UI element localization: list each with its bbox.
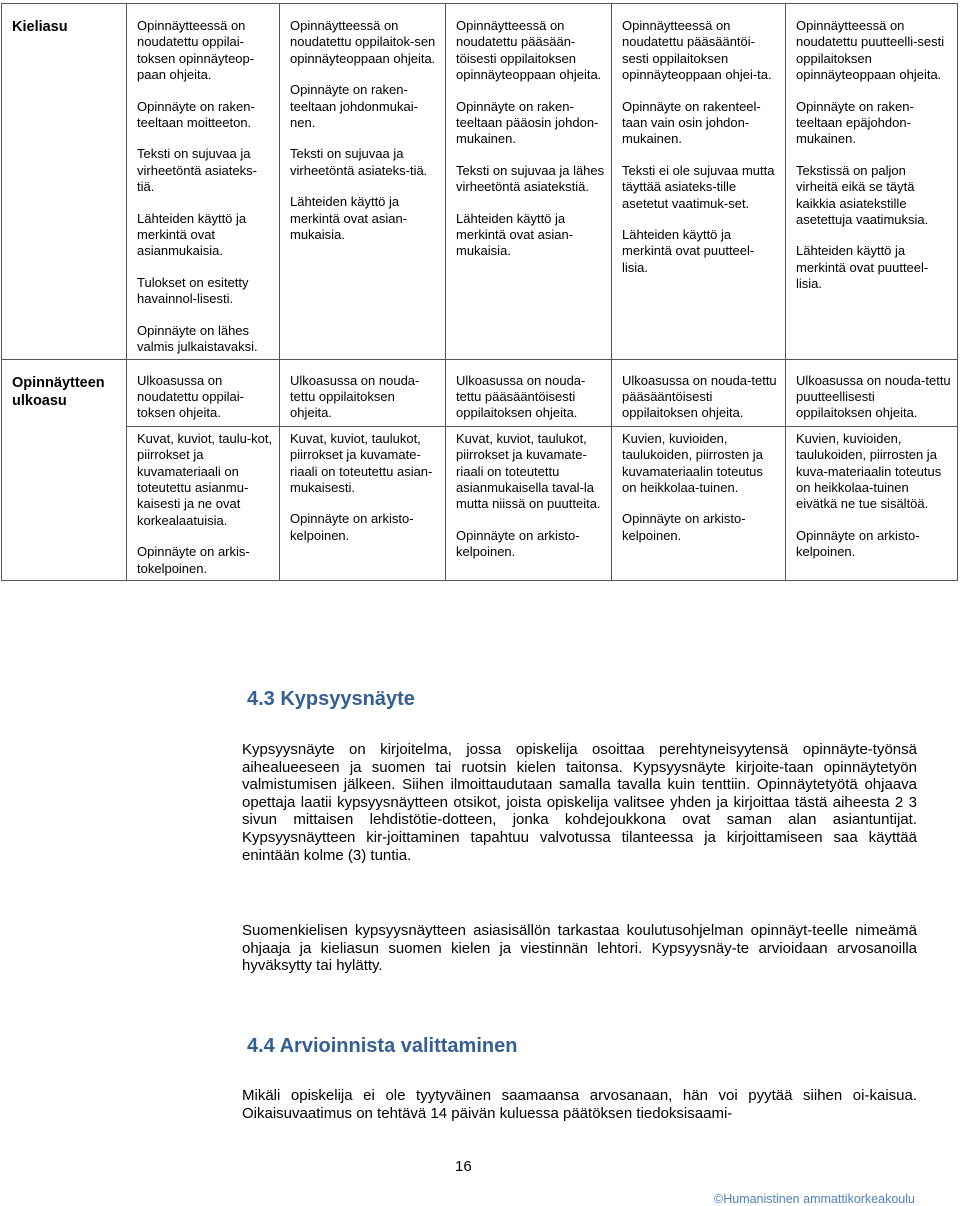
cell-paragraph: Teksti on sujuvaa ja virheetöntä asiateks-tiä. <box>137 146 257 195</box>
cell-paragraph: Opinnäyte on arkisto-kelpoinen. <box>456 527 580 560</box>
cell-paragraph: Lähteiden käyttö ja merkintä ovat puutteel-lisia. <box>796 243 929 292</box>
cell-paragraph: Opinnäytteessä on noudatettu puutteelli-sesti oppilaitoksen opinnäyteoppaan ohjeita. <box>796 18 945 83</box>
cell-paragraph: Teksti ei ole sujuvaa mutta täyttää asiateks-tille asetetut vaatimuk-set. <box>622 162 775 211</box>
cell-paragraph: Lähteiden käyttö ja merkintä ovat puutteel-lisia. <box>622 227 755 275</box>
cell-paragraph: Lähteiden käyttö ja merkintä ovat asian-mukaisia. <box>290 194 408 243</box>
cell-paragraph: Ulkoasussa on nouda-tettu pääsääntöisesti oppilaitoksen ohjeita. <box>456 372 586 421</box>
cell-ulkoasu-grade-5 <box>127 359 280 426</box>
cell-paragraph: Opinnäyte on raken-teeltaan johdonmukai-nen. <box>290 82 418 131</box>
cell-paragraph: Opinnäyte on arkis-tokelpoinen. <box>137 544 250 576</box>
cell-paragraph: Opinnäytteessä on noudatettu oppilaitok-sen opinnäyteoppaan ohjeita. <box>290 18 436 66</box>
cell-kuvat-grade-5 <box>127 426 280 580</box>
cell-paragraph: Tulokset on esitetty havainnol-lisesti. <box>137 274 249 307</box>
table-row-kuvat <box>2 426 958 580</box>
section-heading-4-3: 4.3 Kypsyysnäyte <box>247 688 415 710</box>
body-paragraph: Kypsyysnäyte on kirjoitelma, jossa opiskelija osoittaa perehtyneisyytensä opinnäyte-työnsä aihealueeseen ja suomen tai ruotsin kielen taitonsa. Kypsyysnäyte kirjoite-taan opinnäytetyön valmistumisen jälkeen. Siihen ilmoittaudutaan samalla tavalla kuin tenttiin. Opinnäytetyötä ohjaava opettaja laatii kypsyysnäytteen otsikot, joista opiskelija valitsee yhden ja kirjoittaa tästä aiheesta 2 3 sivun mittaisen lehdistötie-dotteen, jonka kohdejoukkona ovat saman alan asiantuntijat. Kypsyysnäytteen kir-joittaminen tapahtuu valvotussa tilanteessa ja kirjoittamiseen saa käyttää enintään kolme (3) tuntia. <box>242 741 917 864</box>
table-row-ulkoasu <box>2 359 958 426</box>
cell-paragraph: Kuvien, kuvioiden, taulukoiden, piirrosten ja kuvamateriaalin toteutus on heikkolaa-tuinen. <box>622 430 763 495</box>
cell-paragraph: Opinnäyte on lähes valmis julkaistavaksi. <box>137 322 258 355</box>
cell-ulkoasu-grade-1 <box>786 359 958 426</box>
cell-paragraph: Opinnäytteessä on noudatettu pääsään-töisesti oppilaitoksen opinnäyteoppaan ohjeita. <box>456 18 602 83</box>
cell-kuvat-grade-2 <box>612 426 786 580</box>
cell-paragraph: Kuvat, kuviot, taulu-kot, piirrokset ja kuvamateriaali on toteutettu asianmu-kaisesti ja ne ovat korkealaatuisia. <box>137 430 273 528</box>
body-paragraph: Suomenkielisen kypsyysnäytteen asiasisällön tarkastaa koulutusohjelman opinnäyt-teelle nimeämä ohjaaja ja kieliasun suomen kielen ja viestinnän lehtori. Kypsyysnäy-te arvioidaan arvosanoilla hyväksytty tai hylätty. <box>242 922 917 975</box>
assessment-table <box>1 3 958 581</box>
cell-paragraph: Kuvat, kuviot, taulukot, piirrokset ja kuvamate-riaali on toteutettu asian-mukaisesti. <box>290 430 433 495</box>
cell-ulkoasu-grade-2 <box>612 359 786 426</box>
cell-paragraph: Teksti on sujuvaa ja lähes virheetöntä asiatekstiä. <box>456 162 605 195</box>
cell-paragraph: Lähteiden käyttö ja merkintä ovat asian-mukaisia. <box>456 210 574 259</box>
cell-paragraph: Opinnäyte on raken-teeltaan epäjohdon-mukainen. <box>796 98 914 147</box>
footer-copyright: ©Humanistinen ammattikorkeakoulu <box>714 1192 915 1206</box>
cell-paragraph: Opinnäytteessä on noudatettu oppilai-toksen opinnäyteop-paan ohjeita. <box>137 18 255 83</box>
cell-paragraph: Opinnäyte on raken-teeltaan pääosin johdon-mukainen. <box>456 98 599 147</box>
row-header-kieliasu: Kieliasu <box>2 4 127 360</box>
cell-paragraph: Opinnäytteessä on noudatettu pääsääntöi-sesti oppilaitoksen opinnäyteoppaan ohjei-ta. <box>622 18 772 83</box>
table-row-kieliasu <box>2 4 958 360</box>
body-paragraph: Mikäli opiskelija ei ole tyytyväinen saamaansa arvosanaan, hän voi pyytää siihen oi-kaisua. Oikaisuvaatimus on tehtävä 14 päivän kuluessa päätöksen tiedoksisaami- <box>242 1087 917 1122</box>
cell-kieliasu-grade-5 <box>127 4 280 360</box>
cell-ulkoasu-grade-3 <box>446 359 612 426</box>
cell-kuvat-grade-4 <box>280 426 446 580</box>
cell-paragraph: Opinnäyte on raken-teeltaan moitteeton. <box>137 98 255 131</box>
cell-paragraph: Ulkoasussa on nouda-tettu oppilaitoksen ohjeita. <box>290 372 420 421</box>
cell-ulkoasu-grade-4 <box>280 359 446 426</box>
cell-paragraph: Opinnäyte on arkisto-kelpoinen. <box>290 511 414 543</box>
cell-paragraph: Teksti on sujuvaa ja virheetöntä asiateks-tiä. <box>290 146 428 178</box>
cell-paragraph: Kuvat, kuviot, taulukot, piirrokset ja kuvamate-riaali on toteutettu asianmukaisella taval-la mutta niissä on puutteita. <box>456 430 601 512</box>
page-number: 16 <box>455 1158 472 1175</box>
cell-kuvat-grade-3 <box>446 426 612 580</box>
cell-paragraph: Ulkoasussa on noudatettu oppilai-toksen ohjeita. <box>137 372 244 421</box>
section-heading-4-4: 4.4 Arvioinnista valittaminen <box>247 1035 518 1057</box>
cell-kieliasu-grade-4 <box>280 4 446 360</box>
cell-paragraph: Ulkoasussa on nouda-tettu pääsääntöisesti oppilaitoksen ohjeita. <box>622 372 777 421</box>
cell-paragraph: Opinnäyte on arkisto-kelpoinen. <box>796 527 920 560</box>
cell-paragraph: Tekstissä on paljon virheitä eikä se täytä kaikkia asiatekstille asetettuja vaatimuksia. <box>796 162 929 228</box>
cell-kieliasu-grade-1 <box>786 4 958 360</box>
cell-kieliasu-grade-2 <box>612 4 786 360</box>
cell-paragraph: Ulkoasussa on nouda-tettu puutteellisesti oppilaitoksen ohjeita. <box>796 372 951 421</box>
row-header-ulkoasu: Opinnäytteen ulkoasu <box>2 359 127 580</box>
cell-paragraph: Opinnäyte on rakenteel-taan vain osin johdon-mukainen. <box>622 98 761 147</box>
cell-kieliasu-grade-3 <box>446 4 612 360</box>
cell-kuvat-grade-1 <box>786 426 958 580</box>
cell-paragraph: Lähteiden käyttö ja merkintä ovat asianmukaisia. <box>137 210 247 259</box>
cell-paragraph: Opinnäyte on arkisto-kelpoinen. <box>622 511 746 543</box>
cell-paragraph: Kuvien, kuvioiden, taulukoiden, piirrosten ja kuva-materiaalin toteutus on heikkolaa-tuinen eivätkä ne tue sisältöä. <box>796 430 942 512</box>
